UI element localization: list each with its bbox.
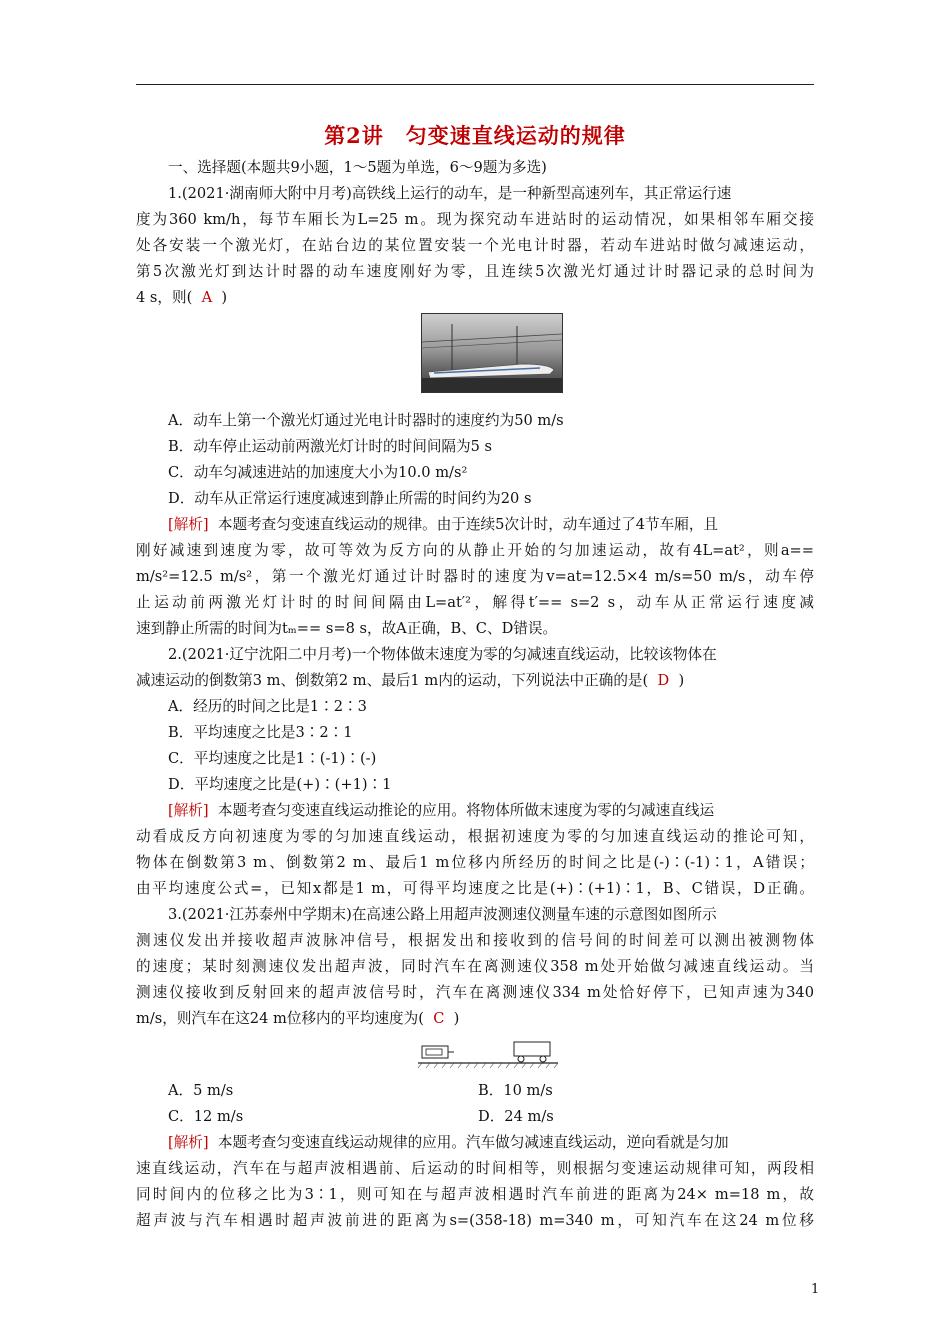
q3-analysis-line: 同时间内的位移之比为3∶1，则可知在与超声波相遇时汽车前进的距离为24× m=18 m，故 bbox=[136, 1186, 814, 1203]
q2-analysis-tag: [解析] bbox=[168, 802, 209, 819]
q2-stem-last: 减速运动的倒数第3 m、倒数第2 m、最后1 m内的运动，下列说法中正确的是( bbox=[136, 672, 649, 689]
q3-option-a: A．5 m/s bbox=[168, 1082, 234, 1099]
q2-stem-end bbox=[136, 671, 684, 691]
q3-line: 测速仪发出并接收超声波脉冲信号，根据发出和接收到的信号间的时间差可以测出被测物体 bbox=[136, 932, 814, 949]
q2-analysis-line: 由平均速度公式=，已知x都是1 m，可得平均速度之比是(+)∶(+1)∶1，B、C错误，D正确。 bbox=[136, 880, 814, 897]
header-rule bbox=[136, 84, 814, 85]
q3-stem-end bbox=[136, 1009, 459, 1029]
q3-option-d: D．24 m/s bbox=[478, 1108, 554, 1125]
q3-option-c: C．12 m/s bbox=[168, 1108, 244, 1125]
page-title: 第2讲 匀变速直线运动的规律 bbox=[324, 123, 626, 148]
q3-analysis-text: 本题考查匀变速直线运动规律的应用。汽车做匀减速直线运动，逆向看就是匀加 bbox=[217, 1134, 729, 1151]
q1-analysis-line: 速到静止所需的时间为tₘ== s=8 s，故A正确，B、C、D错误。 bbox=[136, 620, 558, 637]
q2-analysis-line: 物体在倒数第3 m、倒数第2 m、最后1 m位移内所经历的时间之比是(-)∶(-1)∶1，A错误； bbox=[136, 854, 814, 871]
train-photo bbox=[421, 313, 563, 393]
q1-analysis-tag: [解析] bbox=[168, 516, 209, 533]
q1-analysis-line: 刚好减速到速度为零，故可等效为反方向的从静止开始的匀加速运动，故有4L=at²，则a== bbox=[136, 542, 814, 559]
q1-stem-last: 4 s，则( bbox=[136, 289, 193, 306]
q2-answer: D bbox=[657, 672, 670, 689]
q1-analysis-text: 本题考查匀变速直线运动的规律。由于连续5次计时，动车通过了4节车厢，且 bbox=[217, 516, 719, 533]
q3-analysis-first bbox=[168, 1133, 729, 1153]
q3-option-b: B．10 m/s bbox=[478, 1082, 553, 1099]
q1-option-d: D．动车从正常运行速度减速到静止所需的时间约为20 s bbox=[168, 490, 532, 507]
speed-gun-diagram bbox=[418, 1040, 558, 1074]
q3-line: 测速仪接收到反射回来的超声波信号时，汽车在离测速仪334 m处恰好停下，已知声速为340 bbox=[136, 984, 814, 1001]
q1-analysis-first bbox=[168, 515, 718, 535]
q3-line: 3.(2021·江苏泰州中学期末)在高速公路上用超声波测速仪测量车速的示意图如图所示 bbox=[168, 906, 717, 923]
q3-line: 的速度；某时刻测速仪发出超声波，同时汽车在离测速仪358 m处开始做匀减速直线运动。当 bbox=[136, 958, 814, 975]
q1-analysis-line: m/s²=12.5 m/s²，第一个激光灯通过计时器时的速度为v=at=12.5×4 m/s=50 m/s，动车停 bbox=[136, 568, 814, 585]
q1-close: ) bbox=[221, 289, 228, 306]
q2-line: 2.(2021·辽宁沈阳二中月考)一个物体做末速度为零的匀减速直线运动，比较该物体在 bbox=[168, 646, 717, 663]
page-number: 1 bbox=[811, 1282, 820, 1297]
q2-option-b: B．平均速度之比是3∶2∶1 bbox=[168, 724, 353, 741]
q1-analysis-line: 止运动前两激光灯计时的时间间隔由L=at′²，解得t′== s=2 s，动车从正常运行速度减 bbox=[136, 594, 814, 611]
q2-option-c: C．平均速度之比是1∶(-1)∶(-) bbox=[168, 750, 377, 767]
q2-close: ) bbox=[678, 672, 685, 689]
section-heading: 一、选择题(本题共9小题，1～5题为单选，6～9题为多选) bbox=[168, 159, 547, 176]
q3-close: ) bbox=[453, 1010, 460, 1027]
q1-line: 第5次激光灯到达计时器的动车速度刚好为零，且连续5次激光灯通过计时器记录的总时间为 bbox=[136, 263, 814, 280]
q1-stem-end bbox=[136, 288, 227, 308]
q3-analysis-tag: [解析] bbox=[168, 1134, 209, 1151]
q2-option-a: A．经历的时间之比是1∶2∶3 bbox=[168, 698, 367, 715]
q2-analysis-text: 本题考查匀变速直线运动推论的应用。将物体所做末速度为零的匀减速直线运 bbox=[217, 802, 715, 819]
q1-line: 度为360 km/h，每节车厢长为L=25 m。现为探究动车进站时的运动情况，如果相邻车厢交接 bbox=[136, 211, 814, 228]
q1-option-c: C．动车匀减速进站的加速度大小为10.0 m/s² bbox=[168, 464, 468, 481]
q3-analysis-line: 速直线运动，汽车在与超声波相遇前、后运动的时间相等，则根据匀变速运动规律可知，两段相 bbox=[136, 1160, 814, 1177]
q1-line: 1.(2021·湖南师大附中月考)高铁线上运行的动车，是一种新型高速列车，其正常运行速 bbox=[168, 185, 732, 202]
q1-answer: A bbox=[201, 289, 213, 306]
q2-analysis-line: 动看成反方向初速度为零的匀加速直线运动，根据初速度为零的匀加速直线运动的推论可知， bbox=[136, 828, 814, 845]
q3-answer: C bbox=[433, 1010, 445, 1027]
q2-option-d: D．平均速度之比是(+)∶(+1)∶1 bbox=[168, 776, 392, 793]
q3-stem-last: m/s，则汽车在这24 m位移内的平均速度为( bbox=[136, 1010, 424, 1027]
q2-analysis-first bbox=[168, 801, 714, 821]
q1-option-b: B．动车停止运动前两激光灯计时的时间间隔为5 s bbox=[168, 438, 493, 455]
q3-analysis-line: 超声波与汽车相遇时超声波前进的距离为s=(358-18) m=340 m，可知汽车在这24 m位移 bbox=[136, 1212, 814, 1229]
q1-option-a: A．动车上第一个激光灯通过光电计时器时的速度约为50 m/s bbox=[168, 412, 564, 429]
q1-line: 处各安装一个激光灯，在站台边的某位置安装一个光电计时器，若动车进站时做匀减速运动， bbox=[136, 237, 814, 254]
